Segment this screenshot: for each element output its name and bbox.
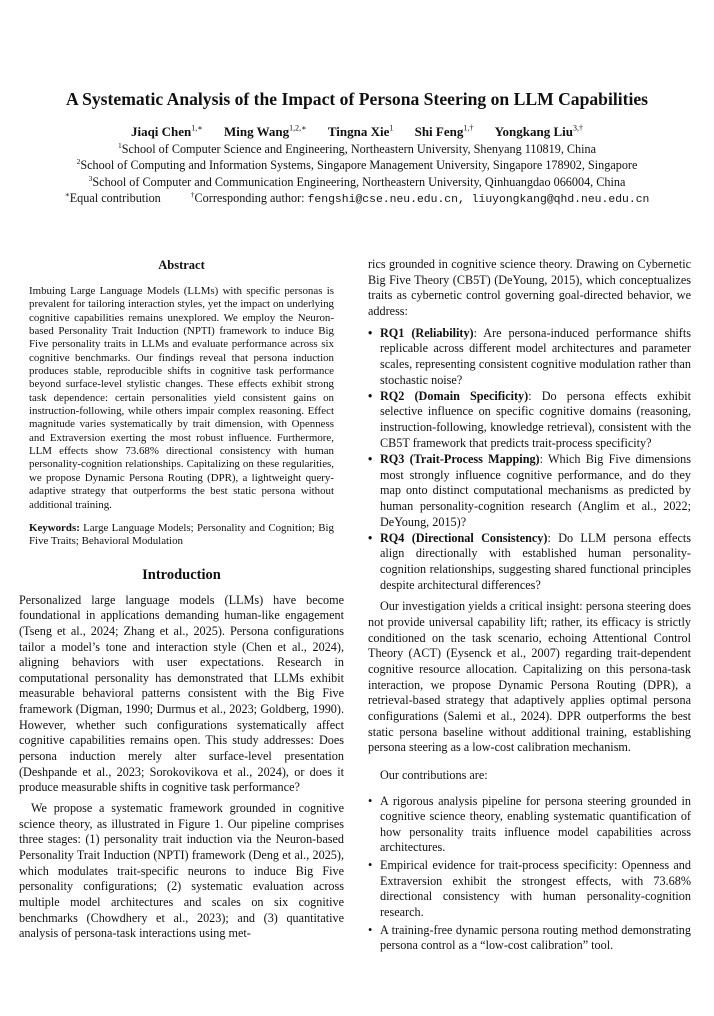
affiliation-3: $^3$School of Computer and Communication Engineering, Northeastern University, Qinhuangdao 066004, China (88, 174, 626, 190)
research-questions (368, 326, 691, 594)
intro-paragraph-3: Our investigation yields a critical insight: persona steering does not provide universal capability lift; rather, its efficacy is strictly conditioned on the task scenario, echoing Attentional Control Theory (ACT) (Eysenck et al., 2007) regarding trait-dependent cognitive resource allocation. Capitalizing on this persona-task interaction, we propose Dynamic Persona Routing (DPR), a retrieval-based strategy that adaptively applies optimal persona configurations (Salemi et al., 2024). DPR outperforms the best static persona baseline without additional training, establishing persona steering as a low-cost calibration mechanism. (368, 599, 691, 755)
contribution-1: • A rigorous analysis pipeline for persona steering grounded in cognitive science theory, enabling systematic quantification of how personality traits influence model capabilities across architectures. (368, 794, 691, 857)
research-question-1: • RQ1 (Reliability): Are persona-induced performance shifts replicable across different model architectures and parameter scales, representing consistent cognitive modulation rather than stochastic noise? (368, 326, 691, 389)
contribution-3: • A training-free dynamic persona routing method demonstrating persona control as a “low-cost calibration” tool. (368, 923, 691, 954)
intro-paragraph-1: Personalized large language models (LLMs) have become foundational in applications demanding human-like engagement (Tseng et al., 2024; Zhang et al., 2025). Persona configurations tailor a model’s tone and interaction style (Chen et al., 2024), aligning behaviors with user expectations. Research in computational personality has demonstrated that LLMs exhibit measurable behavioral patterns consistent with the Big Five framework (Digman, 1990; Durmus et al., 2023; Goldberg, 1990). However, whether such configurations systematically affect cognitive capabilities remains open. This study addresses: Does persona induction merely alter surface-level presentation (Deshpande et al., 2023; Sorokovikova et al., 2024), or does it produce measurable shifts in cognitive task performance? (19, 592, 344, 795)
author-4: Shi Feng$^{1,\dagger}$ (414, 124, 474, 140)
intro-paragraph-2-continued: rics grounded in cognitive science theory. Drawing on Cybernetic Big Five Theory (CB5T) (DeYoung, 2015), which conceptualizes traits as cybernetic control governing goal-directed behavior, we address: (368, 257, 691, 318)
corresponding-author-note: Corresponding author: (194, 191, 308, 206)
author-notes: ∗Equal contribution †Corresponding author: fengshi@cse.neu.edu.cn, liuyongkang@qhd.neu.edu.cn (64, 190, 650, 207)
research-question-2: • RQ2 (Domain Specificity): Do persona effects exhibit selective influence on specific cognitive domains (reasoning, instruction-following, knowledge retrieval), consistent with the CB5T framework that predicts trait-process specificity? (368, 389, 691, 452)
contributions-list (368, 794, 691, 955)
left-column (19, 257, 344, 942)
author-2: Ming Wang$^{1,2,∗}$ (223, 124, 307, 140)
author-emails: fengshi@cse.neu.edu.cn, liuyongkang@qhd.neu.edu.cn (307, 194, 650, 207)
right-column (368, 257, 691, 956)
research-question-3: • RQ3 (Trait-Process Mapping): Which Big Five dimensions most strongly influence cognitive performance, and do they map onto distinct computational mechanisms as predicted by human personality-cognition research (Anglim et al., 2022; DeYoung, 2015)? (368, 452, 691, 530)
introduction-heading: Introduction (142, 566, 221, 583)
contributions-heading: Our contributions are: (380, 767, 488, 782)
abstract-text: Imbuing Large Language Models (LLMs) with specific personas is prevalent for tailoring interaction styles, yet the impact on underlying cognitive capabilities remains unexplored. We employ the Neuron-based Personality Trait Induction (NPTI) framework to induce Big Five personality traits in LLMs and evaluate performance across six cognitive benchmarks. Our findings reveal that persona induction produces stable, reproducible shifts in cognitive task performance beyond surface-level stylistic changes. These effects exhibit strong task dependence: certain personalities yield consistent gains on instruction-following, while others impair complex reasoning. Effect magnitude varies systematically by trait dimension, with Openness and Extraversion exerting the most robust influence. Furthermore, LLM effects show 73.68% directional consistency with human personality-cognition relationships. Capitalizing on these regularities, we propose Dynamic Persona Routing (DPR), a lightweight query-adaptive strategy that outperforms the best static persona without additional training. (29, 285, 334, 511)
research-question-4: • RQ4 (Directional Consistency): Do LLM persona effects align directionally with established human personality-cognition relationships, suggesting shared functional principles despite architectural differences? (368, 531, 691, 594)
affiliation-2: $^2$School of Computing and Information Systems, Singapore Management University, Singapore 178902, Singapore (76, 157, 638, 173)
paper-title: A Systematic Analysis of the Impact of Persona Steering on LLM Capabilities (65, 89, 649, 109)
intro-paragraph-2: We propose a systematic framework grounded in cognitive science theory, as illustrated in Figure 1. Our pipeline comprises three stages: (1) personality trait induction via the Neuron-based Personality Trait Induction (NPTI) framework (Deng et al., 2025), which modulates trait-specific neurons to induce Big Five personality configurations; (2) systematic evaluation across multiple model architectures and scales on six cognitive benchmarks (Chowdhery et al., 2023); and (3) quantitative analysis of persona-task interactions using met- (19, 801, 344, 941)
author-1: Jiaqi Chen$^{1,∗}$ (130, 124, 203, 140)
author-5: Yongkang Liu$^{3,\dagger}$ (494, 124, 584, 140)
abstract-heading: Abstract (158, 258, 205, 272)
equal-contribution-note: Equal contribution (69, 191, 161, 206)
author-3: Tingna Xie$^1$ (327, 124, 394, 140)
keywords: Keywords: Large Language Models; Personality and Cognition; Big Five Traits; Behavioral Modulation (29, 521, 334, 548)
affiliation-1: $^1$School of Computer Science and Engineering, Northeastern University, Shenyang 110819, China (117, 141, 597, 157)
contribution-2: • Empirical evidence for trait-process specificity: Openness and Extraversion exhibit the strongest effects, with 73.68% directional consistency with human personality-cognition research. (368, 858, 691, 921)
